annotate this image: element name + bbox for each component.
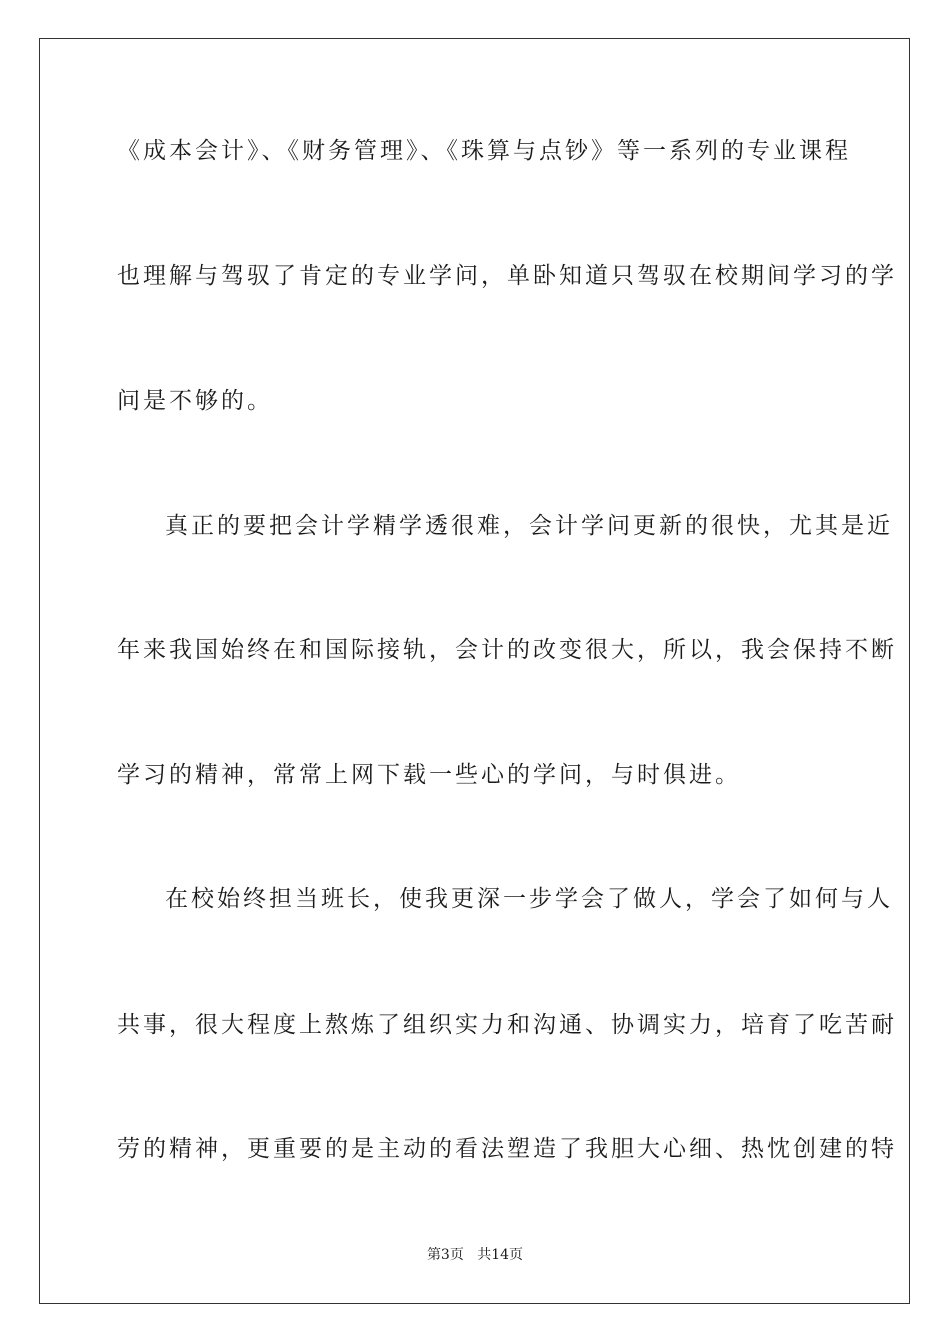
paragraph-1-line-2: 也理解与驾驭了肯定的专业学问，单卧知道只驾驭在校期间学习的学	[117, 263, 897, 289]
page-number: 第3页	[426, 1247, 464, 1263]
page-border	[39, 38, 910, 1304]
page-footer	[0, 1245, 950, 1265]
paragraph-1-line-1: 《成本会计》、《财务管理》、《珠算与点钞》等一系列的专业课程	[117, 138, 851, 164]
paragraph-3-line-3: 劳的精神，更重要的是主动的看法塑造了我胆大心细、热忱创建的特	[117, 1136, 897, 1162]
paragraph-2-line-1: 真正的要把会计学精学透很难，会计学问更新的很快，尤其是近	[165, 513, 893, 539]
paragraph-2-line-2: 年来我国始终在和国际接轨，会计的改变很大，所以，我会保持不断	[117, 637, 897, 663]
paragraph-1-line-3: 问是不够的。	[117, 388, 273, 414]
paragraph-3-line-2: 共事，很大程度上熬炼了组织实力和沟通、协调实力，培育了吃苦耐	[117, 1012, 897, 1038]
paragraph-3-line-1: 在校始终担当班长，使我更深一步学会了做人，学会了如何与人	[165, 886, 893, 912]
page-total: 共14页	[477, 1247, 524, 1263]
paragraph-2-line-3: 学习的精神，常常上网下载一些心的学问，与时俱进。	[117, 762, 741, 788]
